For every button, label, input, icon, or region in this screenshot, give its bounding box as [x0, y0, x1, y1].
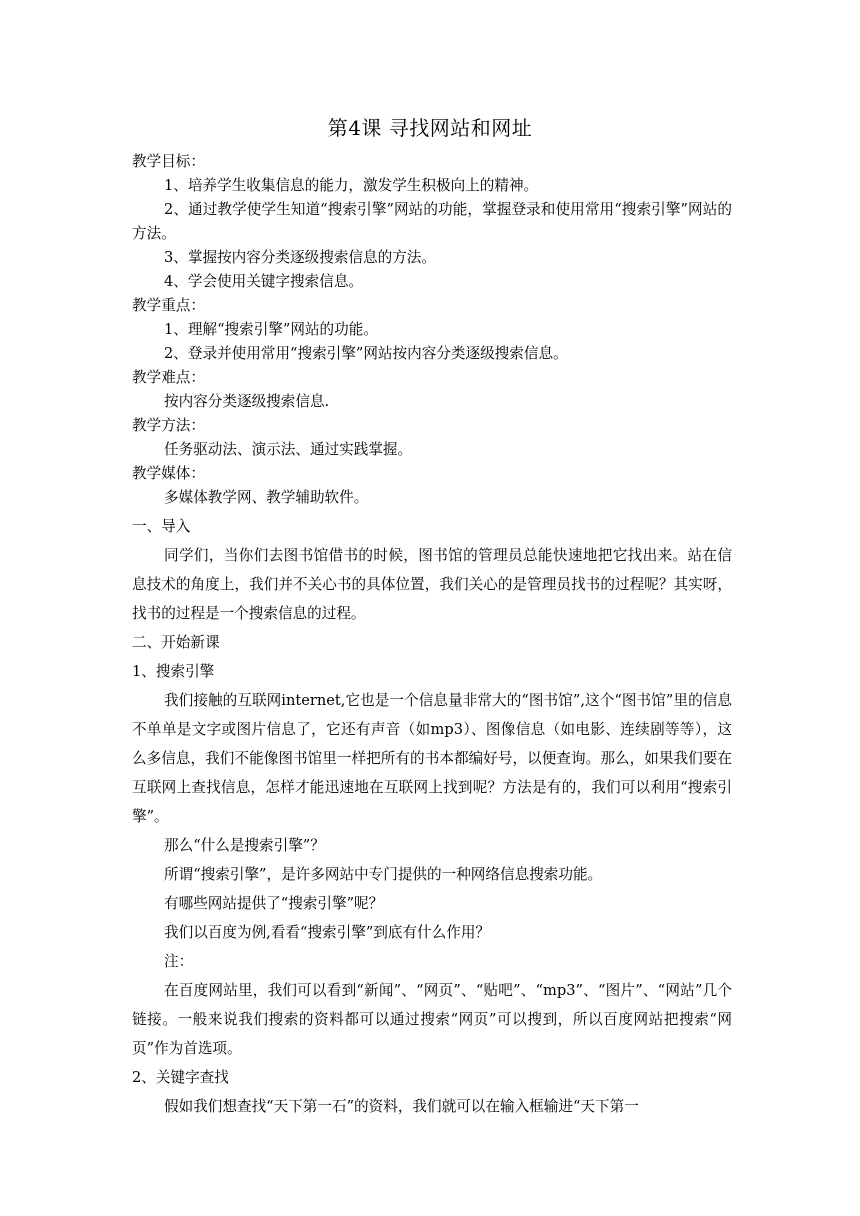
document-body [132, 150, 732, 1121]
difficulty-text: 按内容分类逐级搜索信息. [164, 393, 330, 410]
search-engine-paragraph: 在百度网站里，我们可以看到“新闻”、“网页”、“贴吧”、“mp3”、“图片”、“网站”几个链接。一般来说我们搜索的资料都可以通过搜索“网页”可以搜到，所以百度网站把搜索“网页”作为首选项。 [132, 982, 732, 1057]
search-engine-paragraph: 那么“什么是搜索引擎”？ [164, 837, 325, 854]
key-points-heading: 教学重点： [132, 297, 205, 314]
search-engine-paragraph: 我们以百度为例,看看“搜索引擎”到底有什么作用？ [164, 924, 491, 941]
search-engine-paragraph: 注： [164, 953, 194, 970]
key-point-item: 2、登录并使用常用“搜索引擎”网站按内容分类逐级搜索信息。 [164, 345, 568, 362]
media-text: 多媒体教学网、教学辅助软件。 [164, 489, 369, 506]
search-engine-paragraph: 我们接触的互联网internet,它也是一个信息量非常大的“图书馆”,这个“图书馆”里的信息不单单是文字或图片信息了，它还有声音（如mp3）、图像信息（如电影、连续剧等等），这么多信息，我们不能像图书馆里一样把所有的书本都编好号，以便查询。那么，如果我们要在互联网上查找信息，怎样才能迅速地在互联网上找到呢？方法是有的，我们可以利用“搜索引擎”。 [132, 692, 732, 825]
method-text: 任务驱动法、演示法、通过实践掌握。 [164, 441, 413, 458]
intro-paragraph: 同学们，当你们去图书馆借书的时候，图书馆的管理员总能快速地把它找出来。站在信息技术的角度上，我们并不关心书的具体位置，我们关心的是管理员找书的过程呢？其实呀，找书的过程是一个搜索信息的过程。 [132, 547, 732, 622]
goals-heading: 教学目标： [132, 153, 205, 170]
keyword-heading: 2、关键字查找 [132, 1069, 229, 1086]
search-engine-paragraph: 所谓“搜索引擎”，是许多网站中专门提供的一种网络信息搜索功能。 [164, 866, 603, 883]
goal-item: 4、学会使用关键字搜索信息。 [164, 273, 364, 290]
new-lesson-heading: 二、开始新课 [132, 634, 220, 651]
difficulty-heading: 教学难点： [132, 369, 205, 386]
goal-item: 2、通过教学使学生知道“搜索引擎”网站的功能，掌握登录和使用常用“搜索引擎”网站的方法。 [132, 201, 732, 242]
method-heading: 教学方法： [132, 417, 205, 434]
media-heading: 教学媒体： [132, 465, 205, 482]
document-title: 第4课 寻找网站和网址 [327, 116, 533, 140]
goal-item: 3、掌握按内容分类逐级搜索信息的方法。 [164, 249, 436, 266]
keyword-paragraph: 假如我们想查找“天下第一石”的资料，我们就可以在输入框输进“天下第一 [164, 1098, 639, 1115]
search-engine-paragraph: 有哪些网站提供了“搜索引擎”呢？ [164, 895, 384, 912]
search-engine-heading: 1、搜索引擎 [132, 663, 215, 680]
key-point-item: 1、理解“搜索引擎”网站的功能。 [164, 321, 378, 338]
goal-item: 1、培养学生收集信息的能力，激发学生积极向上的精神。 [164, 177, 539, 194]
intro-heading: 一、导入 [132, 518, 191, 535]
